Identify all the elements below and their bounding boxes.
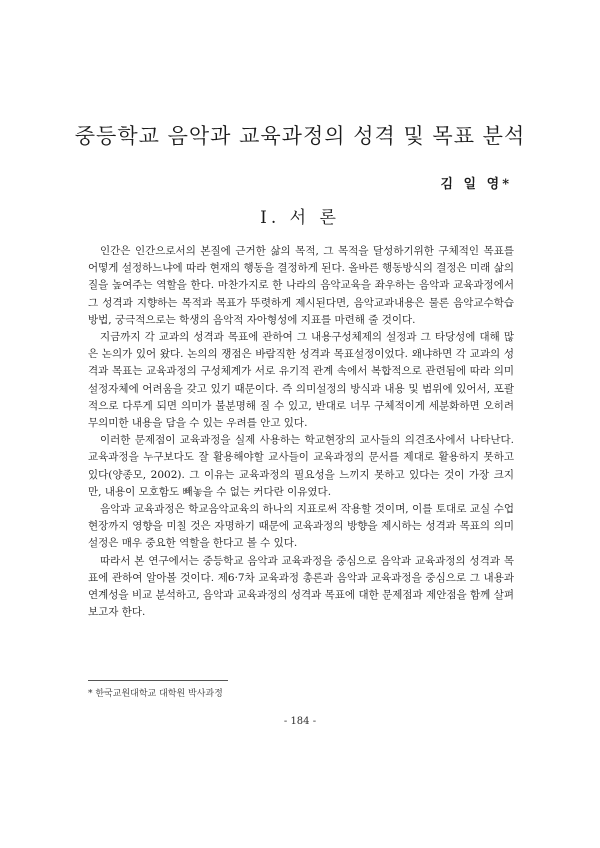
section-heading: Ⅰ. 서 론: [260, 208, 340, 228]
author-name: 김 일 영*: [440, 177, 512, 192]
body-text: [88, 243, 514, 621]
paragraph: 지금까지 각 교과의 성격과 목표에 관하여 그 내용구성체제의 설정과 그 타당성에 대해 많은 논의가 있어 왔다. 논의의 쟁점은 바람직한 성격과 목표설정이었다. 왜냐하면 각 교과의 성격과 목표는 교육과정의 구성체계가 서로 유기적 관계 속에서 복합적으로 관련됨에 따라 의미설정자체에 어려움을 갖고 있기 때문이다. 즉 의미설정의 방식과 내용 및 범위에 있어서, 포괄적으로 다루게 되면 의미가 불분명해 질 수 있고, 반대로 너무 구체적이게 세분화하면 오히려 무의미한 내용을 담을 수 있는 우려를 안고 있다.: [88, 331, 514, 430]
page-number: - 184 -: [283, 716, 317, 727]
paragraph: 음악과 교육과정은 학교음악교육의 하나의 지표로써 작용할 것이며, 이를 토대로 교실 수업현장까지 영향을 미칠 것은 자명하기 때문에 교육과정의 방향을 제시하는 성격과 목표의 의미설정은 매우 중요한 역할을 한다고 볼 수 있다.: [88, 503, 514, 550]
footnote: * 한국교원대학교 대학원 박사과정: [88, 689, 223, 699]
paragraph: 이러한 문제점이 교육과정을 실제 사용하는 학교현장의 교사들의 의견조사에서 나타난다. 교육과정을 누구보다도 잘 활용해야할 교사들이 교육과정의 문서를 제대로 활용하지 못하고 있다(양종모, 2002). 그 이유는 교육과정의 필요성을 느끼지 못하고 있다는 것이 가장 크지만, 내용이 모호함도 빼놓을 수 없는 커다란 이유였다.: [88, 434, 514, 498]
footnote-divider: [88, 680, 228, 681]
paragraph: 따라서 본 연구에서는 중등학교 음악과 교육과정을 중심으로 음악과 교육과정의 성격과 목표에 관하여 알아볼 것이다. 제6·7차 교육과정 총론과 음악과 교육과정을 중심으로 그 내용과 연계성을 비교 분석하고, 음악과 교육과정의 성격과 목표에 대한 문제점과 제안점을 함께 살펴보고자 한다.: [88, 554, 514, 619]
paragraph: 인간은 인간으로서의 본질에 근거한 삶의 목적, 그 목적을 달성하기위한 구체적인 목표를 어떻게 설정하느냐에 따라 현재의 행동을 결정하게 된다. 올바른 행동방식의 결정은 미래 삶의 질을 높여주는 역할을 한다. 마찬가지로 한 나라의 음악교육을 좌우하는 음악과 교육과정에서 그 성격과 지향하는 목적과 목표가 뚜렷하게 제시된다면, 음악교과내용은 물론 음악교수학습방법, 궁극적으로는 학생의 음악적 자아형성에 지표를 마련해 줄 것이다.: [88, 245, 514, 326]
paper-title: 중등학교 음악과 교육과정의 성격 및 목표 분석: [74, 124, 526, 148]
